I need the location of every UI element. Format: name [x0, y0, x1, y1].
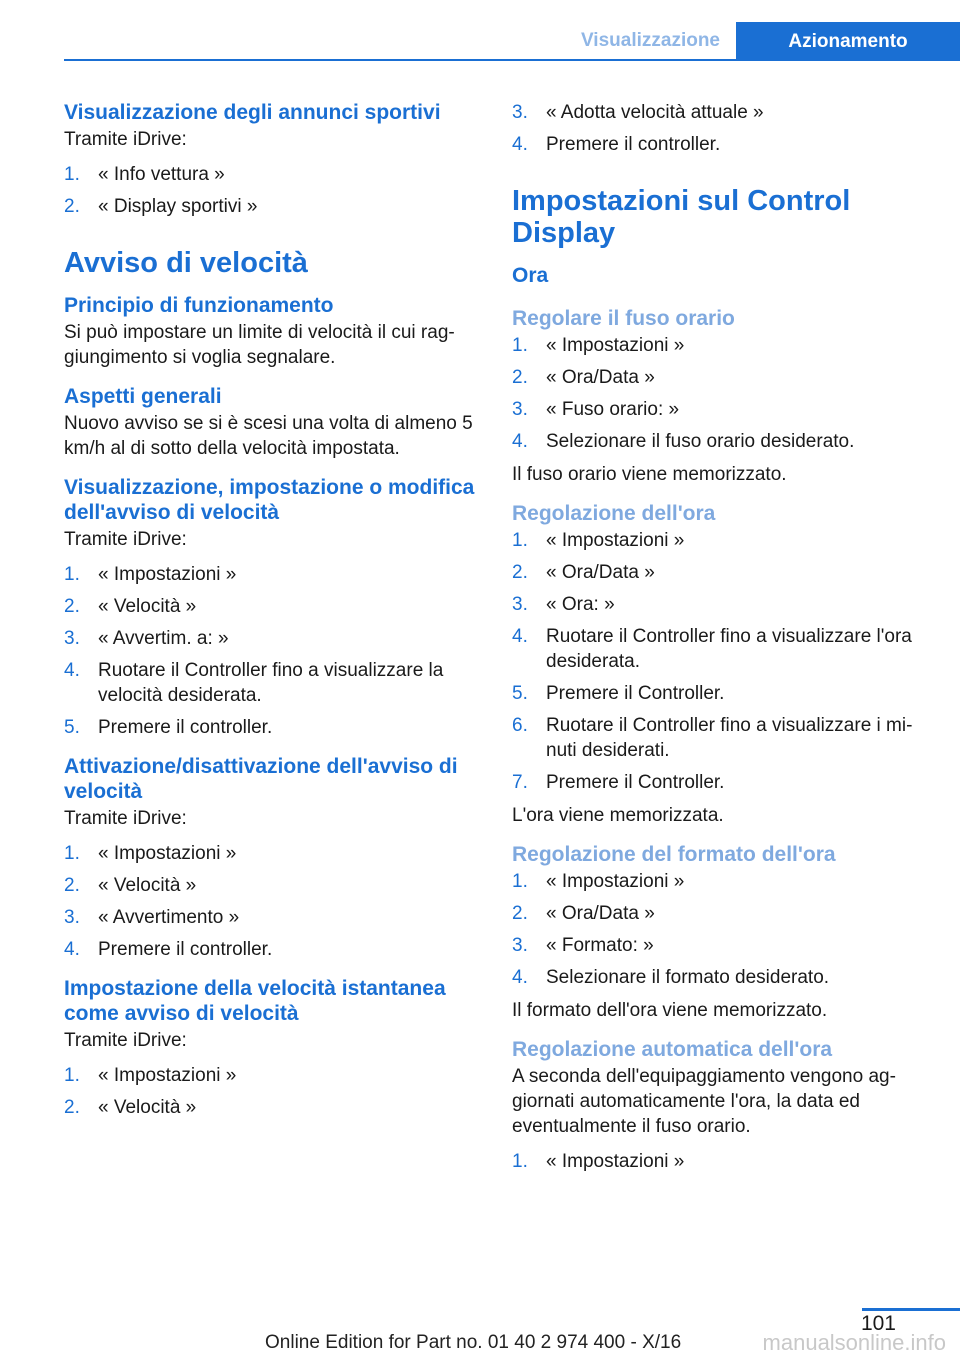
list-number: 2.: [64, 1097, 80, 1118]
list-item: [512, 560, 932, 585]
list-item: [64, 1095, 484, 1120]
subsection-title: Regolazione del formato dell'ora: [512, 843, 836, 866]
list-item-text: « Impostazioni »: [546, 1151, 685, 1172]
list-number: 1.: [512, 871, 528, 892]
section-title: Visualizzazione, impostazione o modifica dell'avviso di velocità: [64, 476, 475, 524]
list-item-text: « Velocità »: [98, 875, 197, 896]
paragraph: Tramite iDrive:: [64, 129, 187, 150]
paragraph: Si può impostare un limite di velocità il cui rag‐giungimento si voglia segnalare.: [64, 322, 455, 368]
subsection-title: Regolare il fuso orario: [512, 307, 735, 330]
steps-list: [64, 1063, 484, 1120]
list-item-text: « Impostazioni »: [546, 335, 685, 356]
list-item: [64, 905, 484, 930]
steps-list: [512, 100, 932, 157]
list-item-text: Premere il controller.: [98, 717, 273, 738]
list-number: 3.: [512, 399, 528, 420]
list-number: 3.: [512, 935, 528, 956]
steps-list: [512, 333, 932, 454]
list-number: 2.: [512, 903, 528, 924]
list-item-text: « Fuso orario: »: [546, 399, 680, 420]
section-title: Aspetti generali: [64, 385, 222, 408]
list-item: [512, 933, 932, 958]
section-title: Principio di funzionamento: [64, 294, 334, 317]
list-number: 2.: [512, 367, 528, 388]
steps-list: [512, 1149, 932, 1174]
section-title: Visualizzazione degli annunci sportivi: [64, 101, 441, 124]
steps-list: [512, 869, 932, 990]
list-item: [512, 770, 932, 795]
list-number: 1.: [512, 335, 528, 356]
section-tab-visualizzazione[interactable]: Visualizzazione: [580, 30, 720, 51]
list-item: [64, 594, 484, 619]
list-number: 1.: [512, 530, 528, 551]
list-number: 1.: [64, 164, 80, 185]
list-item: [64, 873, 484, 898]
list-item: [64, 194, 484, 219]
paragraph: Nuovo avviso se si è scesi una volta di almeno 5 km/h al di sotto della velocità impostata.: [64, 413, 473, 459]
list-item-text: « Ora/Data »: [546, 367, 655, 388]
list-item-text: « Impostazioni »: [546, 530, 685, 551]
list-item-text: « Info vettura »: [98, 164, 225, 185]
left-column: [64, 100, 484, 1128]
list-item-text: « Impostazioni »: [546, 871, 685, 892]
list-item: [64, 626, 484, 651]
list-item-text: « Ora/Data »: [546, 562, 655, 583]
steps-list: [64, 562, 484, 740]
watermark: manualsonline.info: [762, 1330, 946, 1355]
list-number: 1.: [64, 1065, 80, 1086]
list-item-text: « Adotta velocità attuale »: [546, 102, 764, 123]
list-item: [512, 901, 932, 926]
list-item-text: « Display sportivi »: [98, 196, 258, 217]
list-number: 5.: [512, 683, 528, 704]
section-title: Impostazione della velocità istantanea come avviso di velocità: [64, 977, 446, 1025]
list-item-text: « Velocità »: [98, 596, 197, 617]
paragraph: Tramite iDrive:: [64, 1030, 187, 1051]
list-item: [512, 528, 932, 553]
list-number: 2.: [512, 562, 528, 583]
list-item: [64, 937, 484, 962]
paragraph: Tramite iDrive:: [64, 529, 187, 550]
list-number: 2.: [64, 196, 80, 217]
list-number: 4.: [64, 660, 80, 681]
right-column: [512, 100, 932, 1182]
subsection-title: Regolazione automatica dell'ora: [512, 1038, 833, 1061]
page-header: [0, 0, 960, 62]
steps-list: [64, 162, 484, 219]
list-item-text: Selezionare il formato desiderato.: [546, 967, 830, 988]
list-item: [64, 658, 484, 708]
list-item: [512, 429, 932, 454]
paragraph: Tramite iDrive:: [64, 808, 187, 829]
section-tab-azionamento[interactable]: Azionamento: [736, 22, 960, 60]
list-item: [64, 162, 484, 187]
edition-note: Online Edition for Part no. 01 40 2 974 400 - X/16: [265, 1332, 682, 1353]
list-number: 4.: [512, 967, 528, 988]
steps-list: [512, 528, 932, 795]
footer-rule: [862, 1308, 960, 1311]
list-number: 1.: [64, 843, 80, 864]
list-item-text: Premere il Controller.: [546, 683, 725, 704]
list-number: 7.: [512, 772, 528, 793]
list-number: 2.: [64, 596, 80, 617]
list-item-text: « Impostazioni »: [98, 1065, 237, 1086]
list-number: 1.: [512, 1151, 528, 1172]
list-item: [512, 397, 932, 422]
list-item: [64, 715, 484, 740]
list-item-text: « Impostazioni »: [98, 564, 237, 585]
list-number: 4.: [512, 626, 528, 647]
list-item-text: « Avvertimento »: [98, 907, 240, 928]
list-item: [512, 365, 932, 390]
list-number: 3.: [64, 907, 80, 928]
page-number: 101: [860, 1312, 896, 1335]
list-item-text: « Ora/Data »: [546, 903, 655, 924]
paragraph: Il fuso orario viene memorizzato.: [512, 464, 787, 485]
list-item: [512, 592, 932, 617]
list-item-text: Ruotare il Controller fino a visualizzare l'ora desiderata.: [546, 626, 912, 672]
list-item: [512, 713, 932, 763]
list-item: [512, 1149, 932, 1174]
subsection-title: Regolazione dell'ora: [512, 502, 716, 525]
list-number: 4.: [64, 939, 80, 960]
list-number: 3.: [512, 102, 528, 123]
list-item-text: « Velocità »: [98, 1097, 197, 1118]
paragraph: A seconda dell'equipaggiamento vengono ag‐giornati automaticamente l'ora, la data ed eventualmente il fuso orario.: [512, 1066, 896, 1137]
list-item: [512, 132, 932, 157]
list-number: 4.: [512, 134, 528, 155]
list-item: [512, 333, 932, 358]
chapter-title: Impostazioni sul Control Display: [512, 185, 851, 249]
list-item: [512, 965, 932, 990]
list-item: [64, 562, 484, 587]
header-rule: [64, 59, 960, 61]
page-footer: [0, 1292, 960, 1362]
list-item: [512, 624, 932, 674]
list-item-text: Selezionare il fuso orario desiderato.: [546, 431, 855, 452]
list-item-text: Premere il Controller.: [546, 772, 725, 793]
list-number: 5.: [64, 717, 80, 738]
list-item-text: « Avvertim. a: »: [98, 628, 229, 649]
list-item: [64, 1063, 484, 1088]
list-number: 2.: [64, 875, 80, 896]
list-item-text: Ruotare il Controller fino a visualizzare i mi‐nuti desiderati.: [546, 715, 913, 761]
section-title: Attivazione/disattivazione dell'avviso di velocità: [64, 755, 458, 803]
list-item-text: Ruotare il Controller fino a visualizzare la velocità desiderata.: [98, 660, 444, 706]
paragraph: L'ora viene memorizzata.: [512, 805, 724, 826]
list-item: [512, 100, 932, 125]
list-number: 1.: [64, 564, 80, 585]
list-item-text: Premere il controller.: [98, 939, 273, 960]
paragraph: Il formato dell'ora viene memorizzato.: [512, 1000, 828, 1021]
list-item-text: « Formato: »: [546, 935, 654, 956]
list-item: [64, 841, 484, 866]
list-item: [512, 681, 932, 706]
list-number: 3.: [64, 628, 80, 649]
list-number: 6.: [512, 715, 528, 736]
list-item-text: « Ora: »: [546, 594, 615, 615]
list-number: 4.: [512, 431, 528, 452]
steps-list: [64, 841, 484, 962]
section-title: Ora: [512, 264, 549, 287]
list-number: 3.: [512, 594, 528, 615]
list-item-text: Premere il controller.: [546, 134, 721, 155]
chapter-title: Avviso di velocità: [64, 247, 308, 279]
list-item: [512, 869, 932, 894]
list-item-text: « Impostazioni »: [98, 843, 237, 864]
